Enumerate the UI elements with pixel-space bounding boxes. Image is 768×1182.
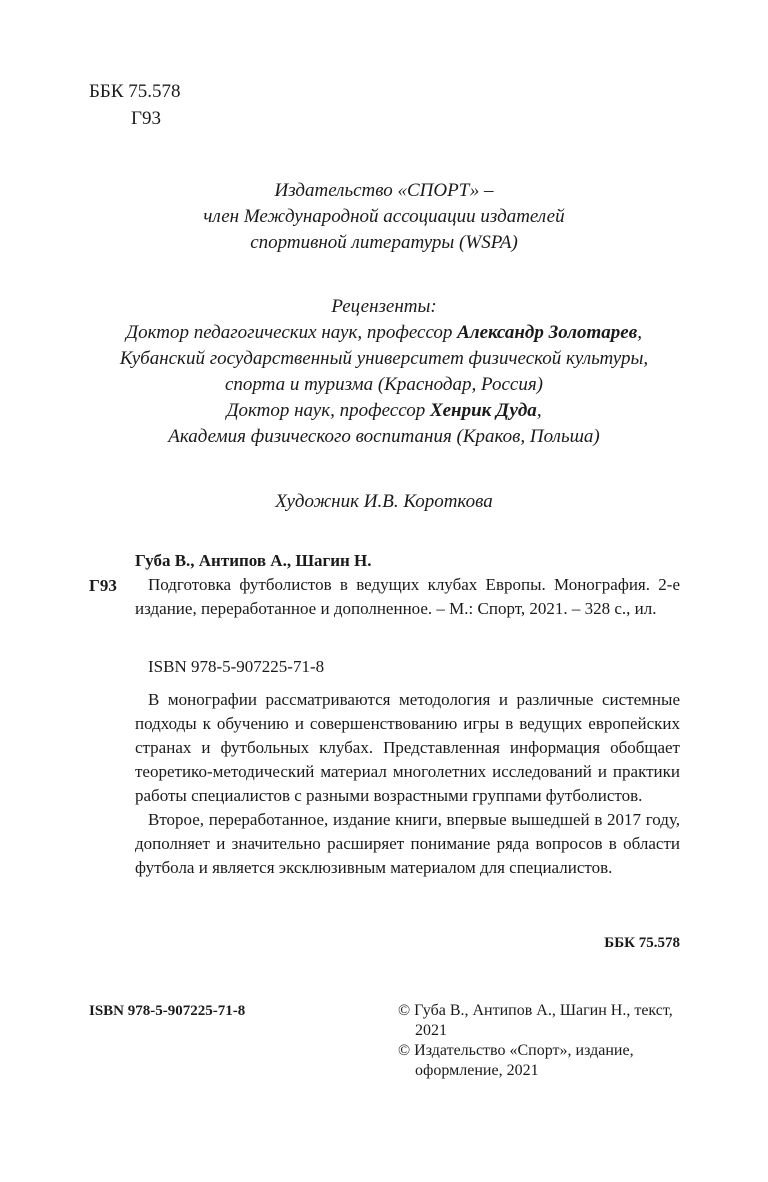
reviewer-1-affiliation: Кубанский государственный университет физической культуры, (119, 348, 649, 369)
description-text: Подготовка футболистов в ведущих клубах Европы. Монография. 2-е издание, переработанное и дополненное. – М.: Спорт, 2021. – 328 с., ил. (135, 575, 680, 618)
copyright-block (398, 1001, 688, 1081)
copyright-publisher: © Издательство «Спорт», издание, оформление, 2021 (398, 1042, 634, 1079)
reviewer-2-title: Доктор наук, профессор (226, 400, 430, 421)
author-sign: Г93 (131, 108, 161, 129)
abstract (135, 688, 680, 880)
bbk-classification (89, 78, 181, 132)
isbn-bottom: ISBN 978-5-907225-71-8 (89, 1003, 246, 1019)
authors: Губа В., Антипов А., Шагин Н. (135, 551, 372, 570)
publisher-statement (60, 178, 708, 256)
isbn-inline: ISBN 978-5-907225-71-8 (148, 657, 325, 676)
abstract-paragraph: В монографии рассматриваются методология и различные системные подходы к обучению и совершенствованию игры в ведущих европейских странах и футбольных клубах. Представленная информация обобщает теоретико-методический материал многолетних исследований и практики работы специалистов с разными возрастными группами футболистов. (135, 690, 680, 805)
publisher-line: спортивной литературы (WSPA) (250, 232, 518, 253)
bibliographic-description (135, 573, 680, 621)
reviewer-1-name: Александр Золотарев (457, 322, 638, 343)
reviewer-2 (60, 398, 708, 424)
publisher-line: Издательство «СПОРТ» – (274, 180, 494, 201)
bbk-code: ББК 75.578 (89, 81, 181, 102)
reviewer-2-affiliation: Академия физического воспитания (Краков, Польша) (168, 426, 600, 447)
bbk-bottom: ББК 75.578 (604, 935, 680, 951)
reviewer-1-title: Доктор педагогических наук, профессор (126, 322, 458, 343)
bibliographic-sign: Г93 (89, 576, 117, 595)
reviewer-2-name: Хенрик Дуда (429, 400, 537, 421)
reviewers-block (60, 294, 708, 450)
copyright-text: © Губа В., Антипов А., Шагин Н., текст, 2021 (398, 1002, 673, 1039)
abstract-paragraph: Второе, переработанное, издание книги, впервые вышедшей в 2017 году, дополняет и значительно расширяет понимание ряда вопросов в области футбола и является эксклюзивным материалом для специалистов. (135, 810, 680, 877)
reviewer-2-comma: , (536, 400, 542, 421)
reviewer-1-comma: , (637, 322, 642, 343)
reviewers-heading: Рецензенты: (331, 296, 437, 317)
reviewer-1-affiliation-cont: спорта и туризма (Краснодар, Россия) (225, 374, 543, 395)
publisher-line: член Международной ассоциации издателей (203, 206, 565, 227)
artist-credit: Художник И.В. Короткова (275, 491, 493, 512)
reviewer-1 (60, 320, 708, 346)
